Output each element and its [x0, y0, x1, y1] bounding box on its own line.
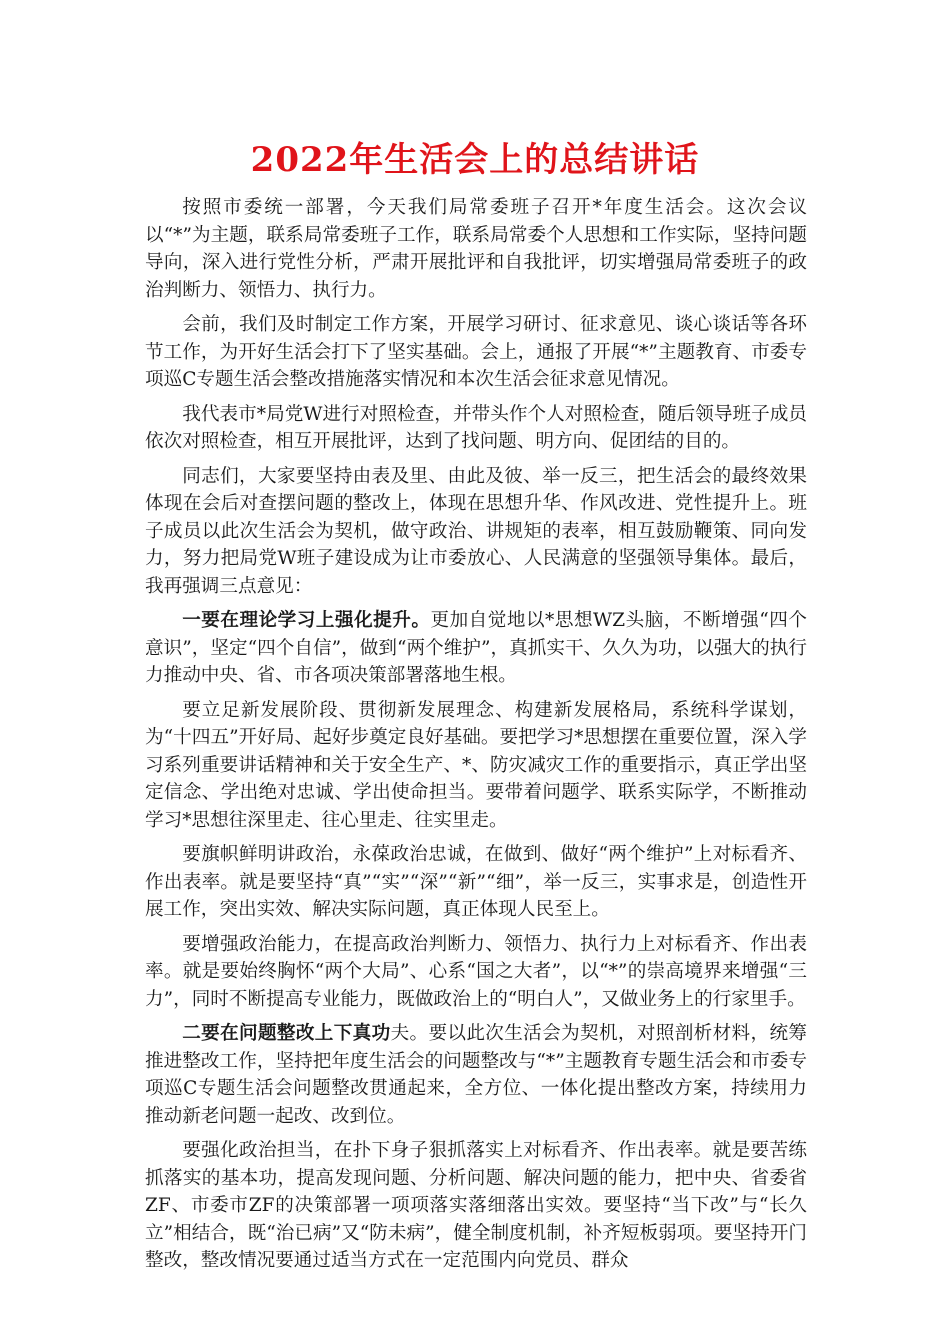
- paragraph-text: 要增强政治能力，在提高政治判断力、领悟力、执行力上对标看齐、作出表率。就是要始终胸怀“两个大局”、心系“国之大者”，以“*”的崇高境界来增强“三力”，同时不断提高专业能力，既做政治上的“明白人”，又做业务上的行家里手。: [145, 933, 807, 1010]
- paragraph: [145, 401, 807, 456]
- paragraph-text: 夫。要以此次生活会为契机，对照剖析材料，统筹推进整改工作，坚持把年度生活会的问题整改与“*”主题教育专题生活会和市委专项巡C专题生活会问题整改贯通起来，全方位、一体化提出整改方案，持续用力推动新老问题一起改、改到位。: [145, 1023, 807, 1127]
- document-title: 2022年生活会上的总结讲话: [250, 140, 700, 180]
- paragraph-lead: 二要在问题整改上下真功: [182, 1023, 391, 1044]
- paragraph: [145, 607, 807, 690]
- paragraph: [145, 1137, 807, 1275]
- paragraph-text: 同志们，大家要坚持由表及里、由此及彼、举一反三，把生活会的最终效果体现在会后对查摆问题的整改上，体现在思想升华、作风改进、党性提升上。班子成员以此次生活会为契机，做守政治、讲规矩的表率，相互鼓励鞭策、同向发力，努力把局党W班子建设成为让市委放心、人民满意的坚强领导集体。最后，我再强调三点意见：: [145, 465, 807, 597]
- paragraph: [145, 463, 807, 601]
- document-body: [145, 194, 807, 1282]
- paragraph-text: 更加自觉地以*思想WZ头脑，不断增强“四个意识”，坚定“四个自信”，做到“两个维护”，真抓实干、久久为功，以强大的执行力推动中央、省、市各项决策部署落地生根。: [145, 610, 807, 686]
- paragraph: [145, 697, 807, 835]
- paragraph: [145, 931, 807, 1014]
- paragraph-text: 要强化政治担当，在扑下身子狠抓落实上对标看齐、作出表率。就是要苦练抓落实的基本功，提高发现问题、分析问题、解决问题的能力，把中央、省委省ZF、市委市ZF的决策部署一项项落实落细落出实效。要坚持“当下改”与“长久立”相结合，既“治已病”又“防未病”，健全制度机制，补齐短板弱项。要坚持开门整改，整改情况要通过适当方式在一定范围内向党员、群众: [145, 1140, 807, 1271]
- paragraph-text: 要旗帜鲜明讲政治，永葆政治忠诚，在做到、做好“两个维护”上对标看齐、作出表率。就是要坚持“真”“实”“深”“新”“细”，举一反三，实事求是，创造性开展工作，突出实效、解决实际问题，真正体现人民至上。: [145, 844, 807, 920]
- paragraph-text: 按照市委统一部署，今天我们局常委班子召开*年度生活会。这次会议以“*”为主题，联系局常委班子工作，联系局常委个人思想和工作实际，坚持问题导向，深入进行党性分析，严肃开展批评和自我批评，切实增强局常委班子的政治判断力、领悟力、执行力。: [145, 197, 807, 301]
- paragraph-text: 要立足新发展阶段、贯彻新发展理念、构建新发展格局，系统科学谋划，为“十四五”开好局、起好步奠定良好基础。要把学习*思想摆在重要位置，深入学习系列重要讲话精神和关于安全生产、*、防灾减灾工作的重要指示，真正学出坚定信念、学出绝对忠诚、学出使命担当。要带着问题学、联系实际学，不断推动学习*思想往深里走、往心里走、往实里走。: [145, 699, 807, 831]
- paragraph-lead: 一要在理论学习上强化提升。: [182, 610, 431, 631]
- paragraph: [145, 1020, 807, 1130]
- paragraph: [145, 194, 807, 304]
- paragraph: [145, 841, 807, 924]
- paragraph-text: 我代表市*局党W进行对照检查，并带头作个人对照检查，随后领导班子成员依次对照检查，相互开展批评，达到了找问题、明方向、促团结的目的。: [145, 403, 807, 452]
- paragraph: [145, 311, 807, 394]
- paragraph-text: 会前，我们及时制定工作方案，开展学习研讨、征求意见、谈心谈话等各环节工作，为开好生活会打下了坚实基础。会上，通报了开展“*”主题教育、市委专项巡C专题生活会整改措施落实情况和本次生活会征求意见情况。: [145, 314, 807, 390]
